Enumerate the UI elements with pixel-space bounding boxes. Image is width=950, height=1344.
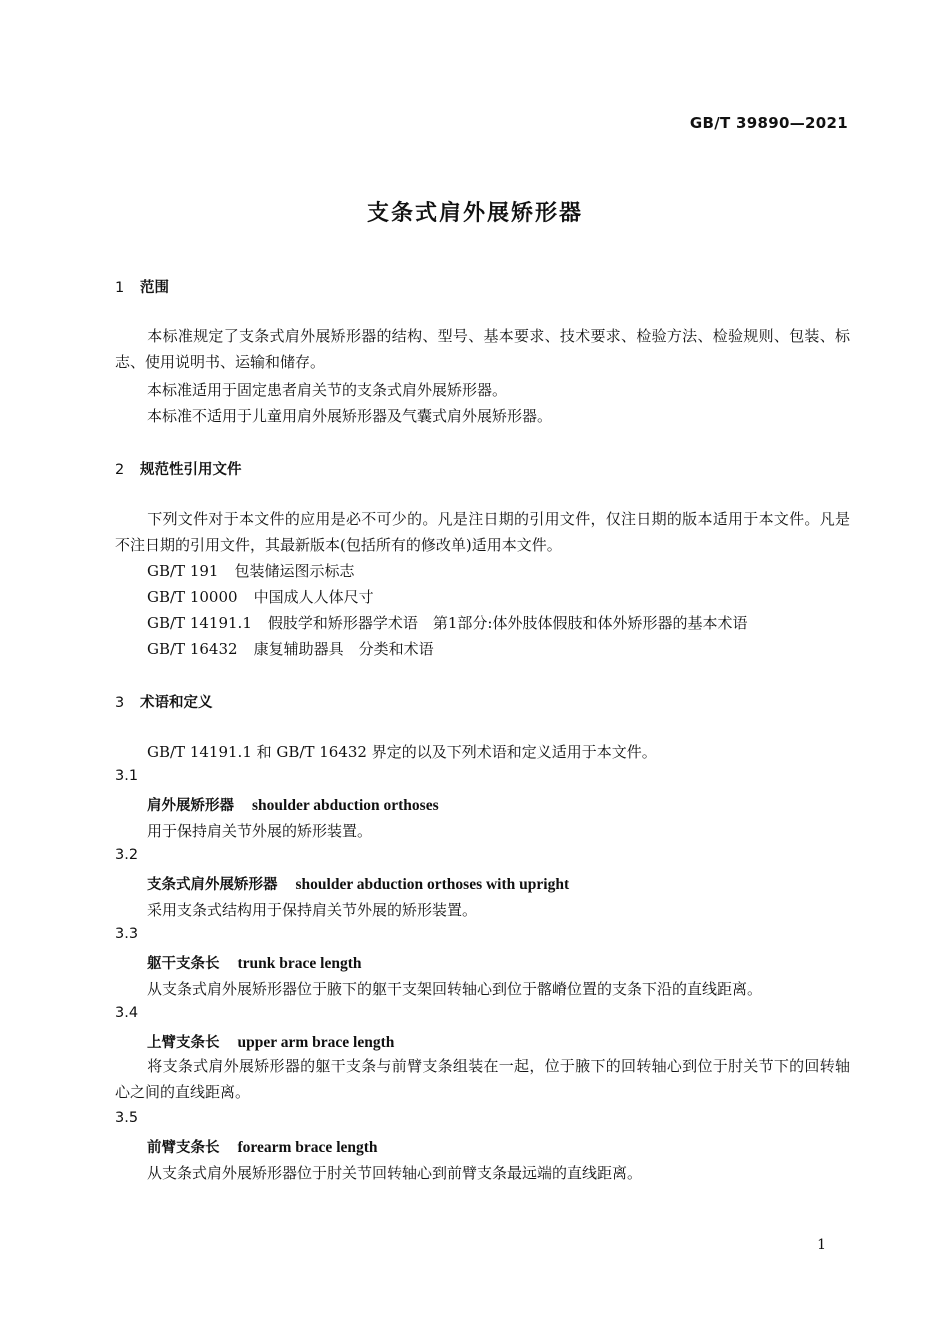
- normative-reference: [147, 560, 354, 581]
- clause-number: 3.3: [115, 926, 139, 942]
- section-title: 范围: [140, 280, 169, 296]
- term-chinese: 肩外展矫形器: [147, 798, 234, 814]
- reference-code: GB/T 191: [147, 562, 219, 580]
- reference-title: 假肢学和矫形器学术语 第1部分:体外肢体假肢和体外矫形器的基本术语: [267, 614, 748, 632]
- paragraph-text: 下列文件对于本文件的应用是必不可少的。凡是注日期的引用文件，仅注日期的版本适用于本文件。凡是不注日期的引用文件，其最新版本(包括所有的修改单)适用本文件。: [115, 510, 850, 554]
- term-english: shoulder abduction orthoses: [252, 797, 439, 814]
- section-number: 1: [115, 280, 125, 296]
- reference-title: 康复辅助器具 分类和术语: [253, 640, 434, 658]
- normative-reference: [147, 638, 434, 659]
- term-english: upper arm brace length: [237, 1034, 395, 1051]
- term-english: shoulder abduction orthoses with upright: [295, 876, 570, 893]
- reference-code: GB/T 10000: [147, 588, 238, 606]
- term-heading: [147, 1031, 394, 1052]
- section-3-intro: GB/T 14191.1 和 GB/T 16432 界定的以及下列术语和定义适用于本文件。: [147, 743, 657, 761]
- reference-code: GB/T 16432: [147, 640, 238, 658]
- section-2-paragraph: [115, 506, 850, 558]
- section-title: 规范性引用文件: [140, 462, 242, 478]
- term-heading: [147, 952, 362, 973]
- term-definition: 从支条式肩外展矫形器位于腋下的躯干支架回转轴心到位于髂嵴位置的支条下沿的直线距离。: [147, 980, 763, 998]
- section-1-paragraph: 本标准适用于固定患者肩关节的支条式肩外展矫形器。: [147, 381, 508, 399]
- page-number: 1: [817, 1237, 826, 1253]
- clause-number: 3.5: [115, 1110, 139, 1126]
- section-number: 3: [115, 695, 125, 711]
- reference-title: 包装储运图示标志: [234, 562, 355, 580]
- normative-reference: [147, 612, 747, 633]
- term-definition: 用于保持肩关节外展的矫形装置。: [147, 822, 373, 840]
- term-chinese: 躯干支条长: [147, 956, 220, 972]
- term-chinese: 前臂支条长: [147, 1140, 220, 1156]
- document-title: 支条式肩外展矫形器: [366, 201, 583, 226]
- paragraph-text: 将支条式肩外展矫形器的躯干支条与前臂支条组装在一起，位于腋下的回转轴心到位于肘关节下的回转轴心之间的直线距离。: [115, 1057, 850, 1101]
- term-definition: 从支条式肩外展矫形器位于肘关节回转轴心到前臂支条最远端的直线距离。: [147, 1164, 643, 1182]
- section-1-heading: [115, 276, 169, 297]
- clause-number: 3.2: [115, 847, 139, 863]
- term-heading: [147, 794, 439, 815]
- term-heading: [147, 1136, 378, 1157]
- reference-code: GB/T 14191.1: [147, 614, 252, 632]
- clause-number: 3.4: [115, 1005, 139, 1021]
- term-english: trunk brace length: [237, 955, 362, 972]
- term-heading: [147, 873, 569, 894]
- term-definition: [115, 1053, 850, 1105]
- standard-code: GB/T 39890—2021: [689, 114, 848, 132]
- section-1-paragraph: [115, 323, 850, 375]
- term-chinese: 上臂支条长: [147, 1035, 220, 1051]
- section-number: 2: [115, 462, 125, 478]
- term-chinese: 支条式肩外展矫形器: [147, 877, 278, 893]
- section-3-heading: [115, 691, 213, 712]
- section-title: 术语和定义: [140, 695, 213, 711]
- clause-number: 3.1: [115, 768, 139, 784]
- reference-title: 中国成人人体尺寸: [253, 588, 374, 606]
- normative-reference: [147, 586, 374, 607]
- paragraph-text: 本标准规定了支条式肩外展矫形器的结构、型号、基本要求、技术要求、检验方法、检验规则、包装、标志、使用说明书、运输和储存。: [115, 327, 850, 371]
- section-2-heading: [115, 458, 242, 479]
- term-definition: 采用支条式结构用于保持肩关节外展的矫形装置。: [147, 901, 478, 919]
- term-english: forearm brace length: [237, 1139, 378, 1156]
- section-1-paragraph: 本标准不适用于儿童用肩外展矫形器及气囊式肩外展矫形器。: [147, 407, 553, 425]
